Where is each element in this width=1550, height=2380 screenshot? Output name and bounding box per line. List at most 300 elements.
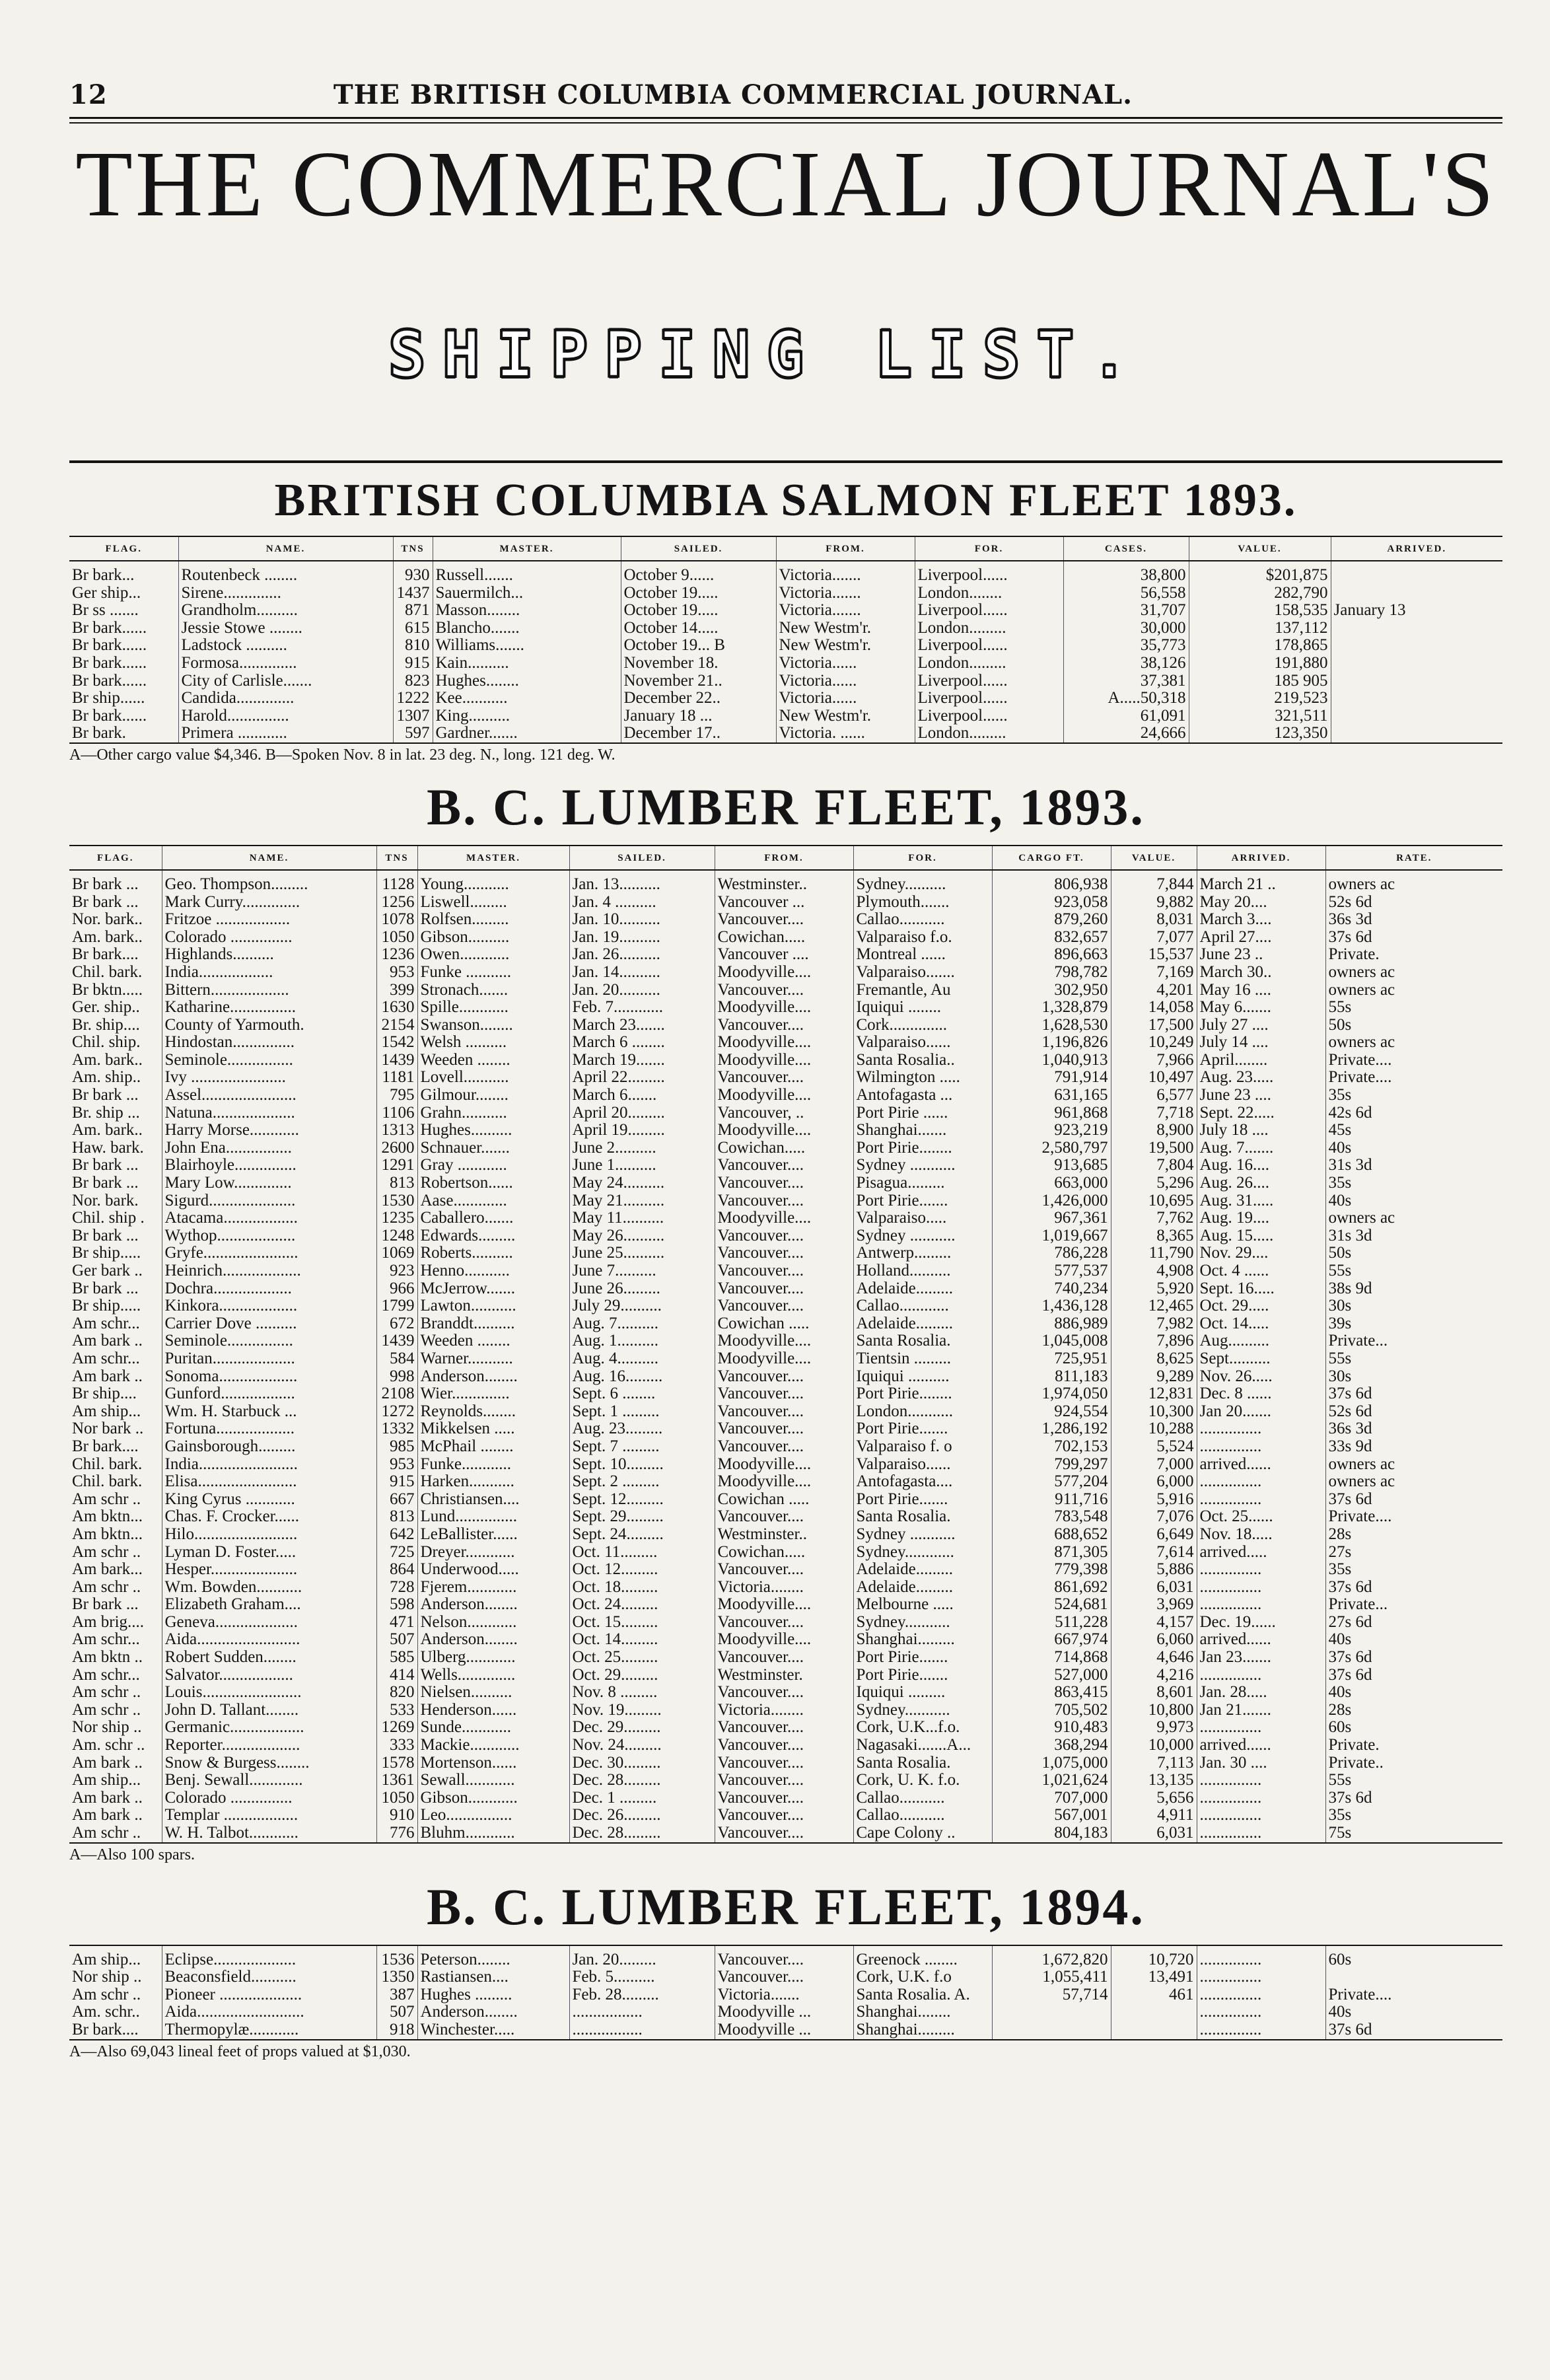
table-cell: Grahn........... [417,1104,569,1122]
table-cell: 615 [393,620,433,637]
table-cell [1331,672,1502,690]
table-cell: 786,228 [992,1244,1111,1262]
table-cell: Natuna.................... [162,1104,376,1122]
table-cell: Nov. 8 ......... [569,1684,715,1702]
table-cell: Victoria....... [776,561,915,585]
table-cell: 924,554 [992,1403,1111,1421]
table-row [69,1772,1502,1789]
table-row [69,1368,1502,1386]
table-cell: Nagasaki.......A... [853,1737,992,1754]
column-header: ARRIVED. [1331,536,1502,561]
table-cell: 60s [1325,1719,1502,1737]
table-row [69,982,1502,999]
table-cell: Jan. 20.......... [569,982,715,999]
table-cell: Br bark.... [72,1437,139,1455]
table-cell: ............... [1197,1596,1325,1614]
table-cell: Vancouver.... [715,1069,853,1087]
table-cell: Greenock ........ [853,1946,992,1969]
table-cell: 705,502 [992,1702,1111,1719]
table-cell: 1256 [376,894,417,912]
table-cell: Private.... [1325,1508,1502,1526]
table-cell: 985 [376,1438,417,1456]
table-cell: 1530 [376,1192,417,1210]
table-cell: January 18 ... [621,707,776,725]
table-cell: Germanic.................. [162,1719,376,1737]
table-cell: 1,019,667 [992,1227,1111,1245]
table-cell: W. H. Talbot............ [162,1824,376,1842]
table-cell: Cowichan..... [715,1544,853,1562]
salmon-fleet-title: BRITISH COLUMBIA SALMON FLEET 1893. [274,475,1298,526]
table-cell: Private. [1325,1737,1502,1754]
table-cell: Iquiqui ......... [853,1684,992,1702]
table-cell: June 23 .... [1197,1087,1325,1104]
table-cell: 1313 [376,1122,417,1139]
table-cell: Elizabeth Graham.... [162,1596,376,1614]
table-cell: 38,800 [1063,561,1189,585]
table-cell: Victoria...... [776,672,915,690]
table-cell: 1799 [376,1297,417,1315]
table-cell: 8,900 [1111,1122,1197,1139]
table-cell: 820 [376,1684,417,1702]
column-header: NAME. [162,846,376,870]
table-cell: Formosa.............. [178,655,393,672]
table-cell: 804,183 [992,1824,1111,1842]
table-cell: owners ac [1325,964,1502,982]
table-cell: 8,601 [1111,1684,1197,1702]
table-cell: Westminster. [715,1667,853,1684]
table-cell: Jan 21....... [1197,1702,1325,1719]
table-cell: Feb. 5.......... [569,1968,715,1986]
table-cell: Moodyville.... [715,1350,853,1368]
table-cell: Dec. 19...... [1197,1614,1325,1632]
table-row [69,1420,1502,1438]
table-cell: Br bark... [72,566,135,584]
table-cell: 783,548 [992,1508,1111,1526]
table-row [69,1684,1502,1702]
table-row [69,1104,1502,1122]
table-cell: Iquiqui .......... [853,1368,992,1386]
table-cell: Montreal ...... [853,946,992,964]
table-row [69,1192,1502,1210]
table-cell: 507 [376,1631,417,1649]
table-cell: Dec. 30......... [569,1754,715,1772]
table-cell: Gryfe....................... [162,1244,376,1262]
table-cell: Cork, U.K. f.o [853,1968,992,1986]
table-cell: Br. ship ... [72,1104,140,1122]
table-cell: Cork, U.K...f.o. [853,1719,992,1737]
table-row [69,1280,1502,1298]
table-cell: Port Pirie........ [853,1139,992,1157]
table-cell: Vancouver.... [715,1754,853,1772]
table-row [69,946,1502,964]
table-cell: Vancouver.... [715,1684,853,1702]
table-row [69,1456,1502,1474]
table-cell: 915 [393,655,433,672]
table-cell: 4,201 [1111,982,1197,999]
table-cell: Br bark ... [72,875,139,893]
table-cell [1331,707,1502,725]
table-cell: 333 [376,1737,417,1754]
table-row [69,2003,1502,2021]
table-cell: Valparaiso...... [853,1456,992,1474]
table-cell: London......... [915,655,1063,672]
table-cell: Russell....... [433,561,621,585]
table-cell: Vancouver.... [715,1192,853,1210]
table-cell: Oct. 14......... [569,1631,715,1649]
table-cell: 567,001 [992,1807,1111,1824]
table-cell: 471 [376,1614,417,1632]
table-cell: 871,305 [992,1544,1111,1562]
table-cell: Oct. 25...... [1197,1508,1325,1526]
table-cell: 10,497 [1111,1069,1197,1087]
table-cell: 923,058 [992,894,1111,912]
table-cell: Salvator.................. [162,1667,376,1684]
table-cell: 2108 [376,1385,417,1403]
table-cell: Nov. 26..... [1197,1368,1325,1386]
table-cell: March 6....... [569,1087,715,1104]
table-cell: Templar .................. [162,1807,376,1824]
table-cell: Aug. 15..... [1197,1227,1325,1245]
table-cell: Victoria...... [776,690,915,707]
table-cell: May 26.......... [569,1227,715,1245]
table-cell: Jan. 30 .... [1197,1754,1325,1772]
table-cell: 577,537 [992,1262,1111,1280]
table-cell: Aug. 16.... [1197,1157,1325,1174]
table-cell: Aug. 1.......... [569,1332,715,1350]
table-cell: 37s 6d [1325,1667,1502,1684]
table-cell: Christiansen.... [417,1491,569,1509]
table-cell: 1248 [376,1227,417,1245]
table-cell: 30,000 [1063,620,1189,637]
table-cell: Private... [1325,1596,1502,1614]
table-cell: 6,649 [1111,1526,1197,1544]
table-cell: India.................. [162,964,376,982]
column-header: FLAG. [69,536,178,561]
table-cell: 728 [376,1579,417,1597]
table-cell: Sydney ........... [853,1157,992,1174]
table-cell: Ivy ....................... [162,1069,376,1087]
table-cell: 158,535 [1189,602,1331,620]
table-row [69,1789,1502,1807]
table-cell: Adelaide......... [853,1315,992,1333]
table-cell: Gibson............ [417,1789,569,1807]
column-header: TNS [376,846,417,870]
table-cell: 597 [393,725,433,742]
table-cell: Sept. 22..... [1197,1104,1325,1122]
table-cell: Dec. 28......... [569,1772,715,1789]
table-cell: 5,656 [1111,1789,1197,1807]
table-cell: 527,000 [992,1667,1111,1684]
table-cell: Am. schr.. [72,2003,140,2021]
table-cell: 813 [376,1508,417,1526]
table-cell: Moodyville ... [715,2021,853,2039]
table-cell: Kee........... [433,690,621,707]
table-cell: 910,483 [992,1719,1111,1737]
table-cell: Jan. 13.......... [569,870,715,894]
table-cell: Lovell........... [417,1069,569,1087]
table-cell: 1222 [393,690,433,707]
table-cell: June 2.......... [569,1139,715,1157]
table-cell: Sept. 6 ........ [569,1385,715,1403]
table-cell: Moodyville.... [715,1087,853,1104]
table-cell: Underwood..... [417,1561,569,1579]
table-cell: 1069 [376,1244,417,1262]
table-cell: Nor ship .. [72,1719,142,1737]
table-cell: Mark Curry.............. [162,894,376,912]
table-cell: 1,021,624 [992,1772,1111,1789]
table-cell: Victoria...... [776,655,915,672]
column-header: FLAG. [69,846,162,870]
table-cell: Mackie............ [417,1737,569,1754]
table-cell: Cowichan ..... [715,1491,853,1509]
table-cell: 2,580,797 [992,1139,1111,1157]
table-cell: 40s [1325,1139,1502,1157]
table-cell: Candida.............. [178,690,393,707]
table-row [69,585,1502,602]
table-cell: 19,500 [1111,1139,1197,1157]
table-cell: Masson........ [433,602,621,620]
table-cell: 961,868 [992,1104,1111,1122]
table-cell: Westminster.. [715,1526,853,1544]
table-cell: Vancouver.... [715,1968,853,1986]
table-cell: 598 [376,1596,417,1614]
table-cell: ............... [1197,1824,1325,1842]
table-cell: Warner........... [417,1350,569,1368]
table-cell: April........ [1197,1052,1325,1069]
table-cell: Am bark .. [72,1789,143,1807]
table-cell: Benj. Sewall............. [162,1772,376,1789]
table-cell: Am bark .. [72,1754,143,1772]
table-row [69,1596,1502,1614]
table-cell: ............... [1197,1561,1325,1579]
table-cell: Wythop................... [162,1227,376,1245]
table-row [69,1315,1502,1333]
table-cell: Vancouver.... [715,1946,853,1969]
table-cell: Cowichan..... [715,929,853,947]
table-cell: 707,000 [992,1789,1111,1807]
table-cell: Callao........... [853,1807,992,1824]
table-cell: Santa Rosalia. [853,1754,992,1772]
table-cell: Seminole................ [162,1052,376,1069]
table-row [69,999,1502,1017]
table-cell: owners ac [1325,1473,1502,1491]
table-cell: 507 [376,2003,417,2021]
table-cell: Wilmington ..... [853,1069,992,1087]
table-cell: Vancouver.... [715,1508,853,1526]
table-cell: 725 [376,1544,417,1562]
table-cell: Fremantle, Au [853,982,992,999]
table-cell: New Westm'r. [776,637,915,655]
table-cell: 321,511 [1189,707,1331,725]
table-cell: owners ac [1325,982,1502,999]
table-cell: 524,681 [992,1596,1111,1614]
table-row [69,690,1502,707]
table-cell: 896,663 [992,946,1111,964]
table-cell: Peterson........ [417,1946,569,1969]
table-cell: March 21 .. [1197,870,1325,894]
table-cell: Anderson........ [417,1368,569,1386]
table-cell: Br bark ... [72,1174,139,1192]
table-cell: 31,707 [1063,602,1189,620]
table-cell: 8,365 [1111,1227,1197,1245]
table-cell: Dreyer............ [417,1544,569,1562]
table-cell: 15,537 [1111,946,1197,964]
table-cell: Br ship..... [72,1244,141,1262]
table-cell: 5,886 [1111,1561,1197,1579]
table-cell: 27s 6d [1325,1614,1502,1632]
table-cell: May 21.......... [569,1192,715,1210]
table-cell: 9,289 [1111,1368,1197,1386]
masthead-title: THE COMMERCIAL JOURNAL'S [75,131,1497,236]
table-cell: 663,000 [992,1174,1111,1192]
table-cell: Vancouver.... [715,911,853,929]
table-cell: owners ac [1325,1456,1502,1474]
table-cell: 1630 [376,999,417,1017]
table-cell: Chil. bark. [72,1473,143,1491]
table-cell: Ger. ship.. [72,999,140,1017]
table-cell: arrived...... [1197,1631,1325,1649]
table-cell: Chil. bark. [72,1455,143,1473]
table-cell: Cowichan ..... [715,1315,853,1333]
table-cell: Oct. 25......... [569,1649,715,1667]
table-cell: Nov. 19......... [569,1702,715,1719]
table-cell: ............... [1197,1986,1325,2004]
table-cell: Am bark .. [72,1367,143,1385]
table-row [69,1614,1502,1632]
table-cell [992,2021,1111,2039]
table-cell: 35s [1325,1087,1502,1104]
table-cell: Seminole................ [162,1332,376,1350]
table-cell: Port Pirie....... [853,1420,992,1438]
table-cell: Private.... [1325,1986,1502,2004]
table-cell: 791,914 [992,1069,1111,1087]
table-cell: 6,060 [1111,1631,1197,1649]
table-row [69,1385,1502,1403]
table-cell: Nor ship .. [72,1968,142,1986]
table-cell: Am. ship.. [72,1069,141,1087]
table-cell: Ladstock .......... [178,637,393,655]
table-cell: Shanghai........ [853,2003,992,2021]
table-cell: Adelaide......... [853,1280,992,1298]
table-cell: Mary Low.............. [162,1174,376,1192]
table-row [69,1807,1502,1824]
table-cell: Vancouver ... [715,894,853,912]
table-cell: March 19....... [569,1052,715,1069]
table-cell: Feb. 7............ [569,999,715,1017]
table-cell: Vancouver.... [715,1280,853,1298]
table-cell: 8,031 [1111,911,1197,929]
table-cell: 910 [376,1807,417,1824]
table-cell: Moodyville.... [715,1456,853,1474]
table-cell: 40s [1325,2003,1502,2021]
table-cell: Henderson...... [417,1702,569,1719]
table-cell: June 7.......... [569,1262,715,1280]
table-cell: Vancouver.... [715,1157,853,1174]
table-cell: April 19......... [569,1122,715,1139]
table-cell: ............... [1197,1667,1325,1684]
table-cell: Am schr .. [72,1684,141,1702]
table-cell: 799,297 [992,1456,1111,1474]
table-row [69,2021,1502,2039]
table-cell: 38s 9d [1325,1280,1502,1298]
table-row [69,1052,1502,1069]
table-cell: Blairhoyle............... [162,1157,376,1174]
table-cell: Anderson........ [417,2003,569,2021]
table-cell: Br ship...... [72,690,145,707]
table-row [69,1719,1502,1737]
table-cell: Reynolds........ [417,1403,569,1421]
table-cell: New Westm'r. [776,620,915,637]
table-cell: Moodyville.... [715,1052,853,1069]
table-cell: 37s 6d [1325,2021,1502,2039]
table-cell: 37s 6d [1325,1649,1502,1667]
table-row [69,725,1502,742]
table-cell: 57,714 [992,1986,1111,2004]
table-cell: ............... [1197,2021,1325,2039]
table-cell: 2154 [376,1017,417,1034]
table-row [69,1139,1502,1157]
table-cell: 5,916 [1111,1491,1197,1509]
table-cell: Liverpool...... [915,707,1063,725]
table-cell: 56,558 [1063,585,1189,602]
table-cell: Louis........................ [162,1684,376,1702]
table-cell: Gilmour........ [417,1087,569,1104]
table-cell: Br bark.... [72,946,139,964]
table-cell: Victoria....... [715,1986,853,2004]
table-row [69,1649,1502,1667]
table-cell: ............... [1197,1420,1325,1438]
table-cell: 178,865 [1189,637,1331,655]
table-cell: 1050 [376,929,417,947]
table-row [69,1262,1502,1280]
table-cell: 930 [393,561,433,585]
table-cell: October 19..... [621,602,776,620]
table-cell: 10,288 [1111,1420,1197,1438]
table-cell [1331,620,1502,637]
table-cell: Jan. 26.......... [569,946,715,964]
table-cell: Plymouth....... [853,894,992,912]
table-cell: July 29.......... [569,1297,715,1315]
table-cell: 6,031 [1111,1824,1197,1842]
table-cell: Oct. 12......... [569,1561,715,1579]
table-cell: 35s [1325,1174,1502,1192]
table-cell: Am ship... [72,1772,141,1789]
table-cell: May 24.......... [569,1174,715,1192]
table-cell: Cork, U. K. f.o. [853,1772,992,1789]
table-cell: Callao........... [853,1789,992,1807]
table-row [69,1332,1502,1350]
table-cell: Vancouver .... [715,946,853,964]
table-cell: 40s [1325,1684,1502,1702]
table-cell [1331,690,1502,707]
table-cell: Jan. 10.......... [569,911,715,929]
table-cell: County of Yarmouth. [162,1017,376,1034]
lumber-1894-footnote: A—Also 69,043 lineal feet of props valued at $1,030. [69,2039,1502,2064]
table-cell: 7,762 [1111,1209,1197,1227]
table-cell: 40s [1325,1192,1502,1210]
table-cell: Am brig.... [72,1613,145,1631]
table-cell: Chil. ship . [72,1209,145,1227]
table-cell: Wells.............. [417,1667,569,1684]
table-cell: John D. Tallant........ [162,1702,376,1719]
table-cell: 911,716 [992,1491,1111,1509]
table-row [69,1209,1502,1227]
table-cell: 1,672,820 [992,1946,1111,1969]
table-cell: Br bark...... [72,707,147,725]
table-cell: 55s [1325,1262,1502,1280]
table-cell: 27s [1325,1544,1502,1562]
table-cell: Sydney ........... [853,1526,992,1544]
